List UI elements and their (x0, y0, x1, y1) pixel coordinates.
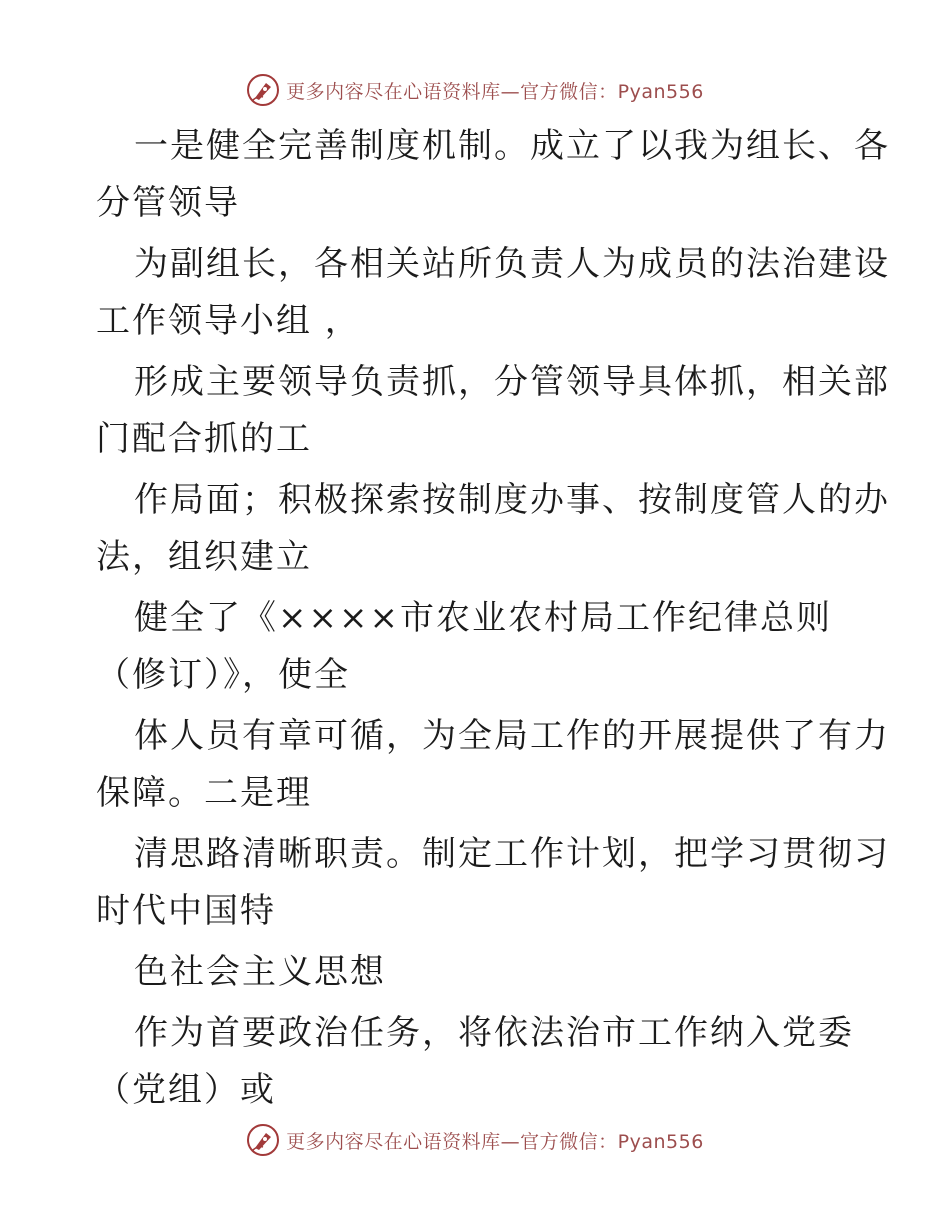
paragraph (96, 944, 856, 1001)
paragraph-line: 清思路清晰职责。制定工作计划，把学习贯彻习 (134, 834, 890, 874)
paragraph (96, 826, 890, 940)
watermark-text: 更多内容尽在心语资料库—官方微信：Pyan556 (286, 80, 704, 103)
paragraph (96, 354, 890, 468)
paragraph (96, 1005, 856, 1119)
paragraph-line: 一是健全完善制度机制。成立了以我为组长、各 (134, 126, 890, 166)
paragraph-line: 时代中国特 (96, 891, 276, 931)
paragraph-line: 作局面；积极探索按制度办事、按制度管人的办 (134, 480, 890, 520)
paragraph-line: 工作领导小组 ， (96, 301, 361, 341)
paragraph-line: 为副组长，各相关站所负责人为成员的法治建设 (134, 244, 890, 284)
pen-nib-logo-icon (246, 1123, 280, 1157)
paragraph-line: 分管领导 (96, 183, 240, 223)
paragraph-line: 保障。二是理 (96, 773, 312, 813)
paragraph (96, 472, 890, 586)
paragraph-line: 体人员有章可循，为全局工作的开展提供了有力 (134, 716, 890, 756)
watermark-text: 更多内容尽在心语资料库—官方微信：Pyan556 (286, 1130, 704, 1153)
paragraph-line: 色社会主义思想 (134, 952, 386, 992)
footer-watermark (0, 1120, 950, 1160)
document-body (96, 118, 890, 1123)
paragraph (96, 590, 856, 704)
paragraph-line: 健全了《××××市农业农村局工作纪律总则 (134, 598, 832, 638)
paragraph-line: 门配合抓的工 (96, 419, 312, 459)
header-watermark (0, 70, 950, 110)
paragraph-line: 形成主要领导负责抓，分管领导具体抓，相关部 (134, 362, 890, 402)
paragraph-line: （修订）》，使全 (96, 655, 350, 695)
paragraph (96, 118, 890, 232)
paragraph-line: 法，组织建立 (96, 537, 312, 577)
paragraph (96, 236, 890, 350)
paragraph-line: 作为首要政治任务，将依法治市工作纳入党委 (134, 1013, 854, 1053)
paragraph-line: （党组）或 (96, 1070, 276, 1110)
pen-nib-logo-icon (246, 73, 280, 107)
paragraph (96, 708, 890, 822)
